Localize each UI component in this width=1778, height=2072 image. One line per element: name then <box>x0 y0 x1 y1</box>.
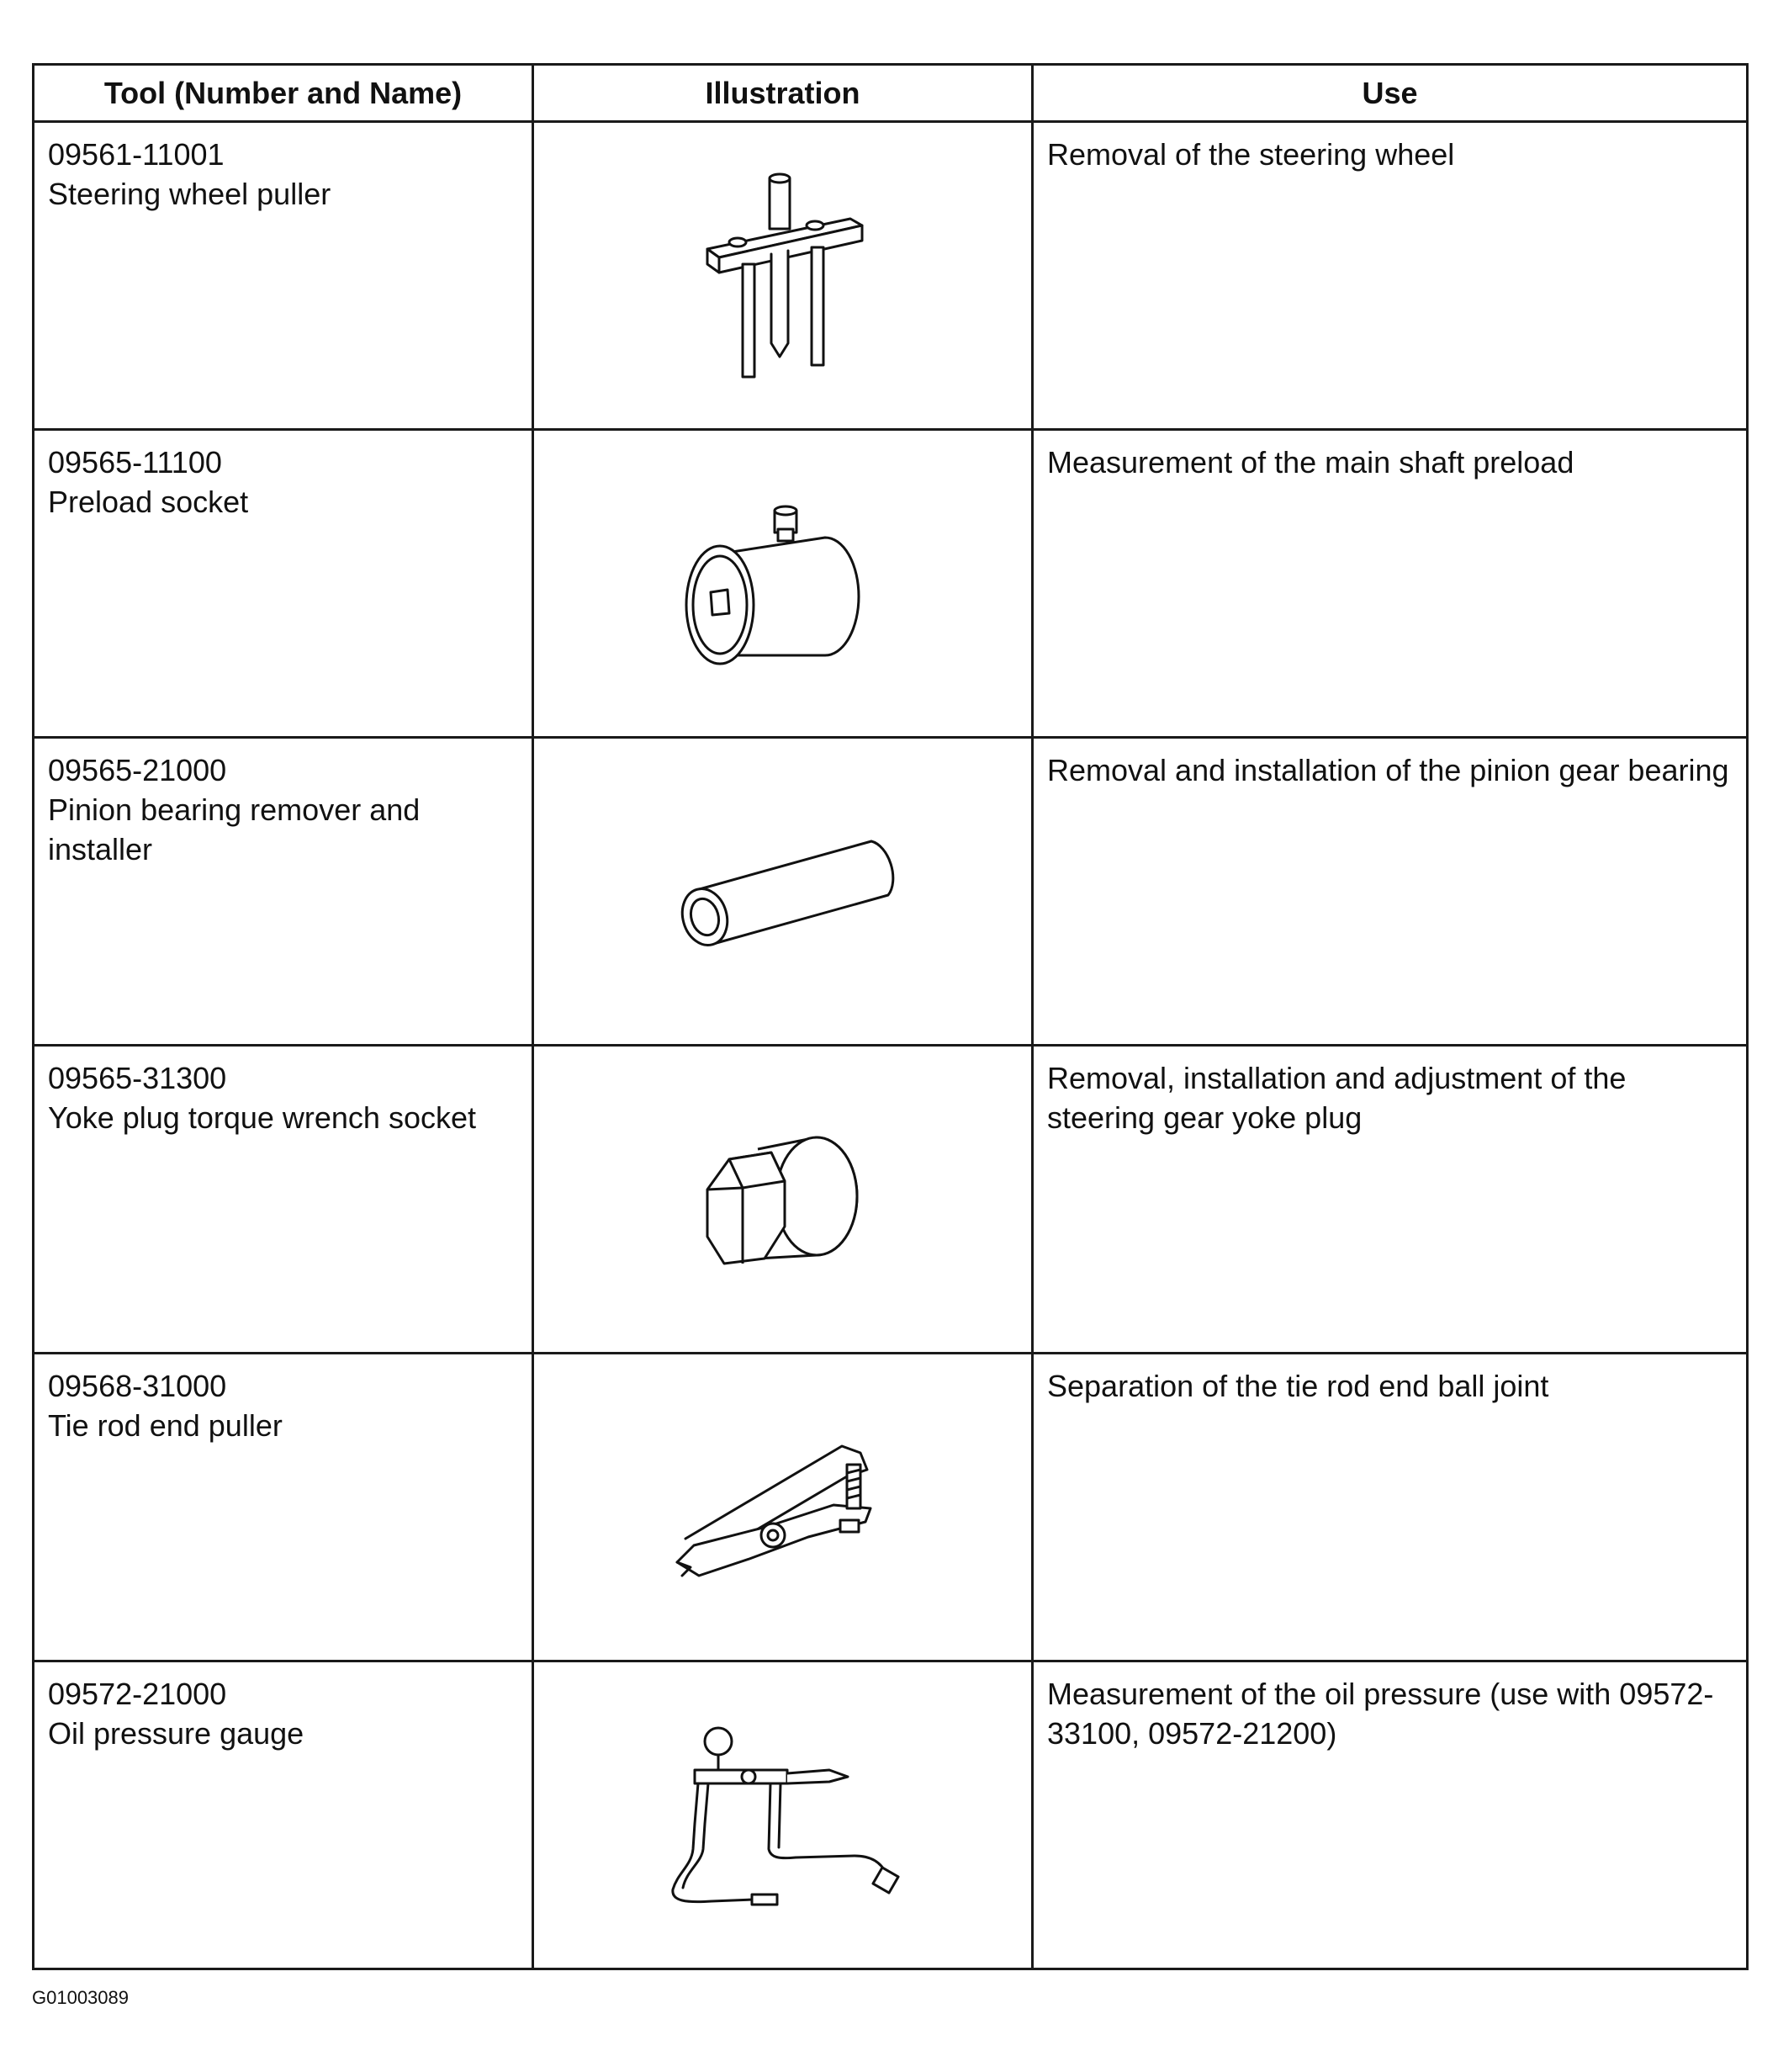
steering-wheel-puller-icon <box>691 167 876 385</box>
illustration-cell <box>533 1046 1033 1354</box>
use-cell <box>1033 1046 1748 1354</box>
use-cell <box>1033 430 1748 738</box>
header-illustration: Illustration <box>533 65 1033 122</box>
special-tools-table <box>32 63 1749 1970</box>
table-row <box>34 430 1748 738</box>
tie-rod-end-puller-icon <box>665 1428 901 1587</box>
tool-name: Oil pressure gauge <box>48 1716 304 1751</box>
tool-use: Measurement of the oil pressure (use with 09572-33100, 09572-21200) <box>1047 1677 1714 1751</box>
tool-number: 09572-21000 <box>48 1677 227 1711</box>
tool-number: 09568-31000 <box>48 1369 227 1403</box>
tool-use: Measurement of the main shaft preload <box>1047 445 1574 480</box>
tool-use: Removal, installation and adjustment of the steering gear yoke plug <box>1047 1061 1627 1135</box>
use-cell <box>1033 122 1748 430</box>
illustration-cell <box>533 738 1033 1046</box>
tool-number: 09565-21000 <box>48 753 227 787</box>
tool-cell <box>34 1354 533 1661</box>
tool-number: 09561-11001 <box>48 137 225 172</box>
tool-name: Steering wheel puller <box>48 177 331 211</box>
tool-use: Separation of the tie rod end ball joint <box>1047 1369 1549 1403</box>
table-header-row <box>34 65 1748 122</box>
tool-number: 09565-11100 <box>48 445 222 480</box>
tool-name: Preload socket <box>48 485 249 519</box>
illustration-cell <box>533 122 1033 430</box>
figure-id: G01003089 <box>32 1987 129 2008</box>
use-cell <box>1033 1661 1748 1969</box>
tool-name: Yoke plug torque wrench socket <box>48 1100 476 1135</box>
illustration-cell <box>533 430 1033 738</box>
tool-cell <box>34 122 533 430</box>
tool-use: Removal of the steering wheel <box>1047 137 1455 172</box>
oil-pressure-gauge-icon <box>661 1723 905 1908</box>
table-row <box>34 122 1748 430</box>
tool-cell <box>34 1046 533 1354</box>
tool-name: Pinion bearing remover and installer <box>48 792 421 866</box>
use-cell <box>1033 1354 1748 1661</box>
table-row <box>34 1354 1748 1661</box>
table-row <box>34 1046 1748 1354</box>
use-cell <box>1033 738 1748 1046</box>
preload-socket-icon <box>682 487 884 681</box>
header-tool: Tool (Number and Name) <box>34 65 533 122</box>
table-row <box>34 1661 1748 1969</box>
pinion-bearing-tool-icon <box>661 824 905 959</box>
tool-cell <box>34 430 533 738</box>
illustration-cell <box>533 1661 1033 1969</box>
tool-use: Removal and installation of the pinion gear bearing <box>1047 753 1729 787</box>
tool-cell <box>34 738 533 1046</box>
yoke-plug-socket-icon <box>691 1115 876 1284</box>
tool-cell <box>34 1661 533 1969</box>
header-use: Use <box>1033 65 1748 122</box>
tool-name: Tie rod end puller <box>48 1408 283 1443</box>
illustration-cell <box>533 1354 1033 1661</box>
table-row <box>34 738 1748 1046</box>
tool-number: 09565-31300 <box>48 1061 227 1095</box>
